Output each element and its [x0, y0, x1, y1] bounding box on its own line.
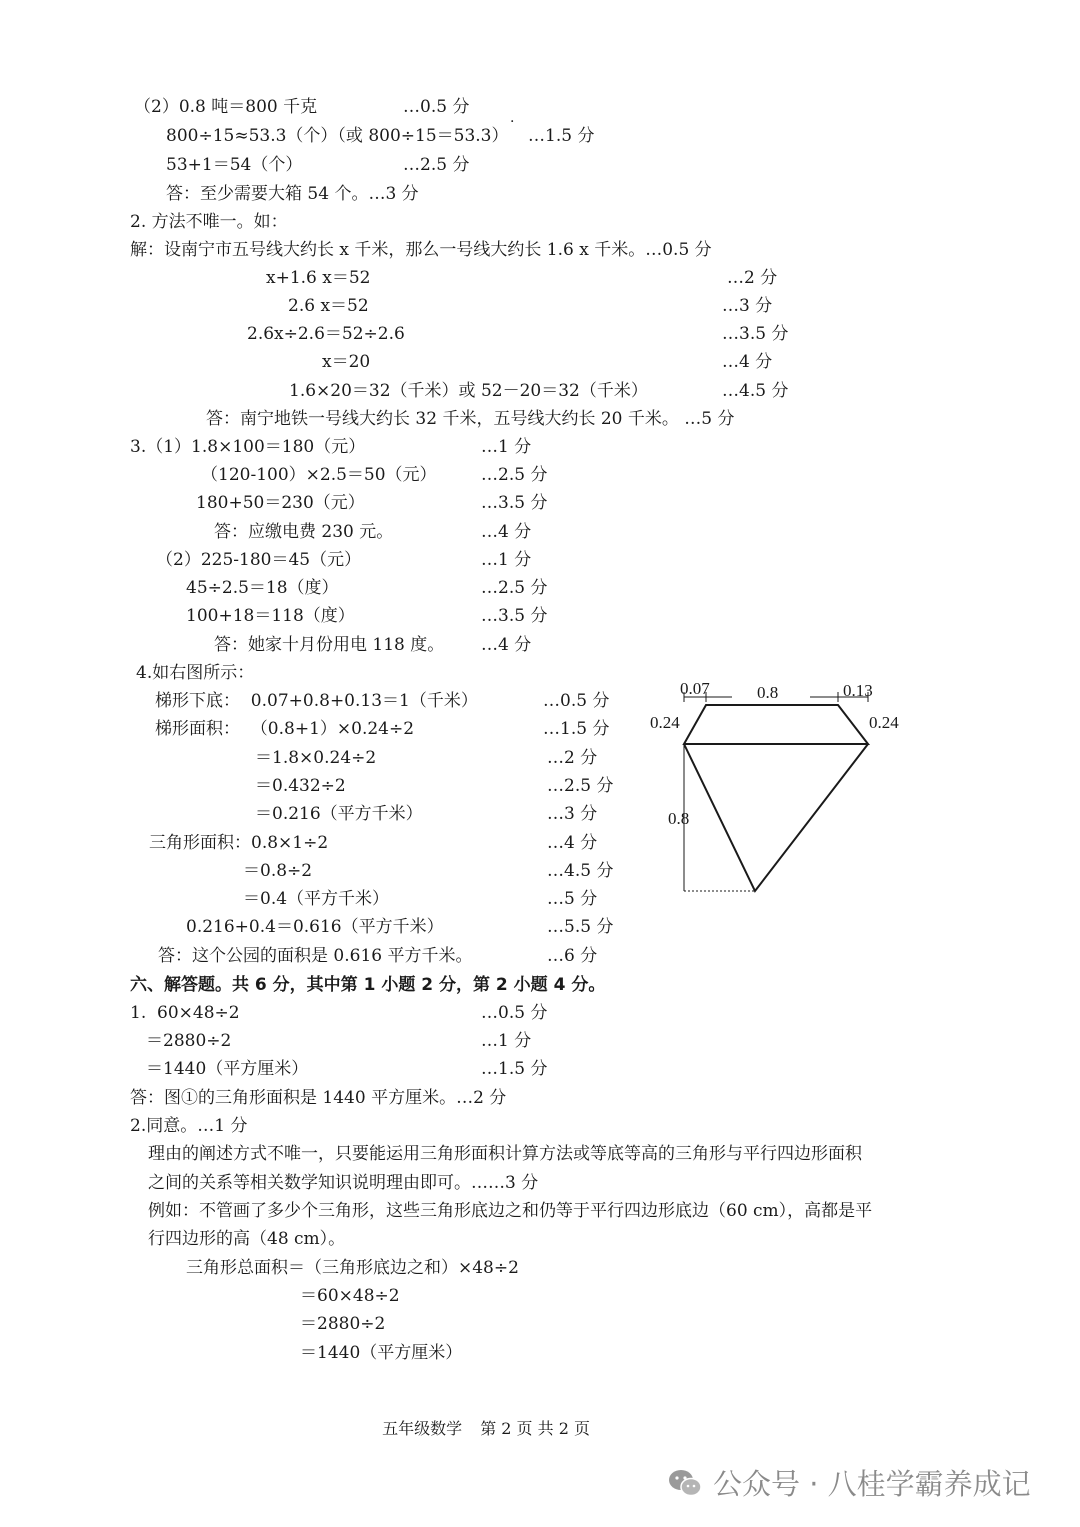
text-line: 答：应缴电费 230 元。: [214, 522, 394, 542]
score: …1 分: [481, 550, 532, 570]
score: …4 分: [722, 352, 773, 372]
label-right-side: 0.24: [869, 713, 899, 732]
text-line: 三角形总面积＝（三角形底边之和）×48÷2: [186, 1258, 519, 1278]
wechat-icon: [667, 1467, 703, 1499]
text-line: 行四边形的高（48 cm）。: [148, 1229, 346, 1249]
footer-subject: 五年级数学: [382, 1419, 463, 1438]
label-top-left: 0.07: [680, 679, 710, 698]
score: …3 分: [722, 296, 773, 316]
score: …0.5 分: [481, 1003, 548, 1023]
text-line: （2）225-180＝45（元）: [156, 550, 362, 570]
score: …2 分: [727, 268, 778, 288]
text-line: 理由的阐述方式不唯一，只要能运用三角形面积计算方法或等底等高的三角形与平行四边形面积: [148, 1144, 862, 1164]
text-line: 2.6 x＝52: [288, 296, 369, 316]
text-line: ＝0.216（平方千米）: [255, 804, 423, 824]
score: …0.5 分: [543, 691, 610, 711]
label-top-mid: 0.8: [757, 683, 779, 702]
score: …0.5 分: [403, 97, 470, 117]
score: …4.5 分: [547, 861, 614, 881]
text-line: ＝0.432÷2: [255, 776, 346, 796]
triangle-shape: [684, 744, 868, 891]
score: …4.5 分: [722, 381, 789, 401]
trapezoid-triangle-figure: [640, 672, 930, 902]
text-line: 2.6x÷2.6＝52÷2.6: [247, 324, 405, 344]
text-line: 解：设南宁市五号线大约长 x 千米，那么一号线大约长 1.6 x 千米。…0.5 分: [130, 240, 712, 260]
score: …3.5 分: [481, 606, 548, 626]
text-line: x＝20: [322, 352, 371, 372]
score: …1.5 分: [481, 1059, 548, 1079]
score: …5 分: [547, 889, 598, 909]
score: …2.5 分: [481, 578, 548, 598]
watermark: [667, 1462, 1031, 1503]
text-line: ＝0.4（平方千米）: [243, 889, 390, 909]
score: …2 分: [547, 748, 598, 768]
text-line: 4.如右图所示：: [136, 663, 255, 683]
score: …2.5 分: [403, 155, 470, 175]
text-line: 之间的关系等相关数学知识说明理由即可。……3 分: [148, 1173, 539, 1193]
score: …4 分: [481, 635, 532, 655]
text-line: ＝1.8×0.24÷2: [255, 748, 377, 768]
text-line: ＝60×48÷2: [300, 1286, 400, 1306]
text-line: 1.6×20＝32（千米）或 52－20＝32（千米）: [289, 381, 648, 401]
trapezoid-shape: [684, 705, 868, 744]
score: …5.5 分: [547, 917, 614, 937]
text-line: ＝0.8÷2: [243, 861, 313, 881]
text-line: 0.216+0.4＝0.616（平方千米）: [186, 917, 444, 937]
page-footer: [372, 1397, 608, 1439]
text-line: 三角形面积：0.8×1÷2: [149, 833, 329, 853]
text-line: 3.（1）1.8×100＝180（元）: [130, 437, 366, 457]
watermark-text: 公众号 · 八桂学霸养成记: [713, 1467, 1031, 1501]
text-line: x+1.6 x＝52: [266, 268, 371, 288]
score: …4 分: [547, 833, 598, 853]
text-line: 100+18＝118（度）: [186, 606, 355, 626]
score: …3.5 分: [481, 493, 548, 513]
text-line: ＝1440（平方厘米）: [300, 1343, 463, 1363]
text-line: 例如：不管画了多少个三角形，这些三角形底边之和仍等于平行四边形底边（60 cm），高都是平: [148, 1201, 873, 1221]
score: …3 分: [547, 804, 598, 824]
recurring-dot: ·: [510, 114, 515, 130]
label-height: 0.8: [668, 809, 690, 828]
text-line: ＝1440（平方厘米）: [146, 1059, 309, 1079]
text-line: 梯形下底： 0.07+0.8+0.13＝1（千米）: [155, 691, 478, 711]
text-line: （120-100）×2.5＝50（元）: [201, 465, 437, 485]
score: …4 分: [481, 522, 532, 542]
text-line: 800÷15≈53.3（个）（或 800÷15＝53.3）: [166, 126, 509, 146]
section-heading: 六、解答题。共 6 分，其中第 1 小题 2 分，第 2 小题 4 分。: [130, 975, 606, 995]
score: …1 分: [481, 437, 532, 457]
text-line: 180+50＝230（元）: [196, 493, 365, 513]
text-line: 答：这个公园的面积是 0.616 平方千米。: [158, 946, 473, 966]
label-left-side: 0.24: [650, 713, 680, 732]
text-line: 45÷2.5＝18（度）: [186, 578, 339, 598]
text-line: 2. 方法不唯一。如：: [130, 212, 288, 232]
text-line: 1. 60×48÷2: [130, 1003, 240, 1023]
text-line: 答：至少需要大箱 54 个。…3 分: [166, 184, 419, 204]
text-line: 答：南宁地铁一号线大约长 32 千米，五号线大约长 20 千米。 …5 分: [206, 409, 735, 429]
score: …6 分: [547, 946, 598, 966]
score: …3.5 分: [722, 324, 789, 344]
score: …1 分: [481, 1031, 532, 1051]
text-line: （2）0.8 吨＝800 千克: [134, 97, 318, 117]
text-line: 梯形面积： （0.8+1）×0.24÷2: [155, 719, 415, 739]
text-line: 答：她家十月份用电 118 度。: [214, 635, 445, 655]
footer-page: 第 2 页 共 2 页: [480, 1419, 590, 1438]
text-line: ＝2880÷2: [300, 1314, 386, 1334]
score: …2.5 分: [481, 465, 548, 485]
text-line: 2.同意。…1 分: [130, 1116, 248, 1136]
label-top-right: 0.13: [843, 681, 873, 700]
text-line: 53+1＝54（个）: [166, 155, 303, 175]
score: …1.5 分: [528, 126, 595, 146]
text-line: ＝2880÷2: [146, 1031, 232, 1051]
text-line: 答：图①的三角形面积是 1440 平方厘米。…2 分: [130, 1088, 507, 1108]
score: …1.5 分: [543, 719, 610, 739]
score: …2.5 分: [547, 776, 614, 796]
